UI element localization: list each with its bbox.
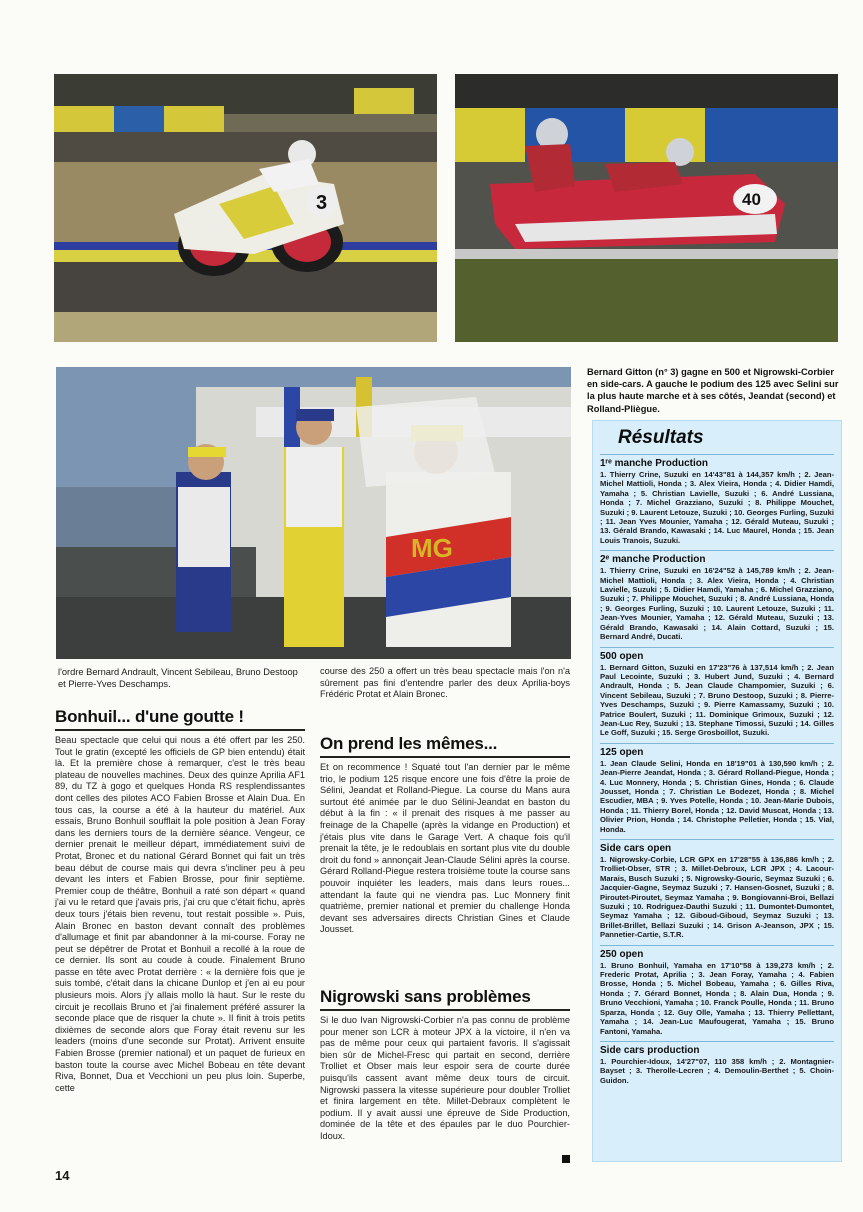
svg-text:3: 3 (316, 192, 328, 214)
results-section-text: 1. Bruno Bonhuil, Yamaha en 17'10"58 à 139,273 km/h ; 2. Frederic Protat, Aprilia ; 3. Jean Foray, Yamaha ; 4. Fabien Brosse, Honda ; 5. Michel Bobeau, Yamaha ; 6. Gilles Riva, Honda ; 7. Gérard Bonnet, Honda ; 8. Alain Dua, Honda ; 9. Bruno Vecchioni, Yamaha ; 10. Franck Poulle, Honda ; 11. Bruno Sparza, Honda ; 12. Guy Olle, Yamaha ; 13. Thierry Pellettant, Yamaha ; 14. Jean-Luc Maufougerat, Yamaha ; 15. Bruno Fantoni, Yamaha. (600, 960, 834, 1036)
article-memes-text (320, 762, 570, 936)
paragraph: Beau spectacle que celui qui nous a été offert par les 250. Tout le gratin (excepté les officiels de GP bien entendu) était là. Et la première chose à remarquer, c'est le très beau plateau de nouvelles machines. Deux des quinze Aprilia AF1 89, du TZ à gogo et quelques Honda RS resplendissantes dont celles des pilotes ACO Fabien Brosse et Alain Dua. En tous cas, la course a été à la hauteur du matériel. Aux essais, Bruno Bonhuil soufflait la pole position à Jean Foray dans les derniers tours de la dernière séance. Vengeur, ce dernier prenait le meilleur départ, immédiatement suivi de Protat, Bronec et du national Gérard Bonnet qui fait un très beau début de course mais qui devra s'incliner peu à peu devant les inters et Fabien Brosse, pour finir septième. Premier coup de théâtre, Bonhuil a raté son départ « quand j'ai vu le retard que j'avais pris, j'ai cru que c'était fichu, après deux tours j'étais bien revenu, tout restait possible ». Puis, Alain Bronec en baston devant connaît des problèmes d'allumage et finit par abandonner à la mi-course. Foray ne peut se dépêtrer de Protat et Bonhuil a recollé à la roue de ce dernier. Ils sont au coude à coude. Finalement Bruno passe en tête avec Protat derrière : « la dernière fois que je suis tombé, c'était dans la chicane Dunlop et j'en ai eu pour plusieurs mois. Alors j'y allais mollo là haut. Sur le reste du circuit je recollais Bruno et j'ai finalement préféré assurer la seconde place que de risquer la chute ». Il finit à trois petits dixièmes de seconde alors que Foray était revenu sur les leaders (moins d'une seconde sur Protat). Arrivent ensuite Fabien Brosse (premier national) et un paquet de furieux en baston toute la course avec Michel Bobeau en tête devant Riva, Bonnet, Dua et Vecchioni un peu plus loin. Superbe, cette (55, 735, 305, 1093)
results-section (600, 743, 834, 834)
photo-podium (56, 367, 571, 659)
heading-nigrowski: Nigrowski sans problèmes (320, 987, 531, 1006)
results-section (600, 945, 834, 1036)
page-number: 14 (55, 1168, 70, 1183)
results-section-heading: 2ᵉ manche Production (600, 550, 834, 566)
heading-bonhuil: Bonhuil... d'une goutte ! (55, 707, 244, 726)
photo-sidecar-racers (455, 74, 838, 342)
results-section-text: 1. Thierry Crine, Suzuki en 16'24"52 à 145,789 km/h ; 2. Jean-Michel Mattioli, Honda ; 3. Alex Vieira, Honda ; 4. Christian Lavielle, Suzuki ; 5. Didier Hamdi, Yamaha ; 6. Michel Grazziano, Suzuki ; 7. Philippe Mouchet, Suzuki ; 8. André Lussiana, Honda ; 9. Georges Furling, Suzuki ; 10. Laurent Letouze, Suzuki ; 11. Jean-Yves Mounier, Yamaha ; 12. Gérald Muteau, Suzuki ; 13. Gérald Brando, Kawasaki ; 14. Alain Cottard, Suzuki ; 15. Bernard André, Ducati. (600, 566, 834, 642)
svg-text:40: 40 (742, 190, 761, 209)
motorcycle-racer-3-icon (54, 74, 437, 342)
heading-memes: On prend les mêmes... (320, 734, 498, 753)
results-section-text: 1. Jean Claude Selini, Honda en 18'19"01 à 130,590 km/h ; 2. Jean-Pierre Jeandat, Honda ; 3. Gérard Rolland-Piegue, Honda ; 4. Luc Monnery, Honda ; 5. Christian Gines, Honda ; 6. Claude Jousset, Honda ; 7. Christian Le Bodezet, Honda ; 8. Michel Escudier, MBA ; 9. Yves Potelle, Honda ; 10. Jean-Marie Dubois, Honda ; 11. Thierry Borel, Honda ; 12. David Muscat, Honda ; 13. Olivier Prion, Honda ; 14. Christophe Pelletier, Honda ; 15. Vial, Honda. (600, 758, 834, 834)
results-section (600, 454, 834, 545)
heading-rule (320, 1009, 570, 1011)
results-section-heading: 250 open (600, 945, 834, 961)
results-section-text: 1. Bernard Gitton, Suzuki en 17'23"76 à 137,514 km/h ; 2. Jean Paul Lecointe, Suzuki ; 3. Hubert Jund, Suzuki ; 4. Bernard Andrault, Honda ; 5. Jean Claude Champomier, Suzuki ; 6. Vincent Sebileau, Suzuki ; 7. Bruno Destoop, Suzuki ; 8. Pierre-Yves Deschamps, Suzuki ; 9. Pierre Kamassamy, Suzuki ; 10. Patrice Boulert, Suzuki ; 11. Dominique Grimoux, Suzuki ; 12. Jean-Luc Rey, Suzuki ; 13. Stephane Timossi, Suzuki ; 14. Gilles Le Goff, Suzuki ; 15. Serge Grosboillot, Suzuki. (600, 662, 834, 738)
article-intro-right (320, 666, 570, 701)
photo-caption-left: l'ordre Bernard Andrault, Vincent Sebileau, Bruno Destoop et Pierre-Yves Deschamps. (58, 667, 298, 689)
results-section (600, 839, 834, 940)
article-bonhuil-text (55, 735, 305, 1094)
heading-rule (320, 756, 570, 758)
heading-rule (55, 729, 305, 731)
results-section-heading: Side cars open (600, 839, 834, 855)
results-section-heading: 1ʳᵉ manche Production (600, 454, 834, 470)
article-nigrowski-text (320, 1015, 570, 1143)
results-section (600, 1041, 834, 1085)
results-box (592, 420, 842, 1162)
results-section-heading: 125 open (600, 743, 834, 759)
results-section-heading: 500 open (600, 647, 834, 663)
paragraph: course des 250 a offert un très beau spectacle mais l'on n'a sûrement pas fini d'entendre parler des deux Aprilia-boys Frédéric Protat et Alain Bronec. (320, 666, 570, 700)
results-section-text: 1. Pourchier-Idoux, 14'27"07, 110 358 km/h ; 2. Montagnier-Bayset ; 3. Therolle-Lecren ; 4. Demoulin-Berthet ; 5. Choin-Guidon. (600, 1056, 834, 1085)
results-section (600, 647, 834, 738)
podium-riders-icon (56, 367, 571, 659)
results-section (600, 550, 834, 641)
photo-caption-top: Bernard Gitton (n° 3) gagne en 500 et Nigrowski-Corbier en side-cars. A gauche le podium des 125 avec Selini sur la plus haute marche et à ses côtés, Jeandat (second) et Rolland-Pliègue. (587, 367, 839, 414)
end-mark (562, 1155, 570, 1163)
results-section-text: 1. Thierry Crine, Suzuki en 14'43"81 à 144,357 km/h ; 2. Jean-Michel Mattioli, Honda ; 3. Alex Vieira, Honda ; 4. Didier Hamdi, Yamaha ; 5. Christian Lavielle, Suzuki ; 6. André Lussiana, Honda ; 7. Michel Grazziano, Suzuki ; 8. Philippe Mouchet, Suzuki ; 9. Laurent Letouze, Suzuki ; 10. Georges Furling, Suzuki ; 11. Jean Yves Mounier, Yamaha ; 12. Gérald Muteau, Suzuki ; 13. Gérald Brando, Kawasaki ; 14. Luc Maurel, Honda ; 15. Jean Louis Tranois, Suzuki. (600, 470, 834, 545)
results-section-heading: Side cars production (600, 1041, 834, 1057)
results-title: Résultats (618, 427, 704, 448)
sidecar-racers-40-icon (455, 74, 838, 342)
svg-text:MG: MG (411, 533, 453, 563)
paragraph: Et on recommence ! Squaté tout l'an dernier par le même trio, le podium 125 risque encore une fois d'être la proie de Sélini, Jeandat et Rolland-Piegue. La course du Mans aura surtout été animée par le duo Sélini-Jeandat en baston du début à la fin : « il prenait des risques à me passer au freinage de la Chapelle (après la vidange en Production) et j'étais plus vite dans le Garage Vert. A chaque fois qu'il prenait la tête, je le redoublais en sortant plus vite du double droit du fond » annonçait Jean-Claude Sélini après la course. Gérard Rolland-Piegue restera troisième toute la course sans pouvoir inquiéter les leaders, mais dans leurs roues... attendant la faute qui ne viendra pas. Luc Monnery finit quatrième, premier national et premier du challenge Honda devant ses adversaires directs Christian Gines et Claude Jousset. (320, 762, 570, 935)
photo-motorcycle-racer (54, 74, 437, 342)
paragraph: Si le duo Ivan Nigrowski-Corbier n'a pas connu de problème pour mener son LCR à moteur JPX à la victoire, il n'en va pas de même pour ceux qui partaient favoris. Il s'agissait bien sûr de Michel-Fresc qui partait en second, derrière Trolliet et Obser mais leur espoir sera de courte durée puisqu'ils cassent avant même deux tours de circuit. Nigrowski passera la vitesse supérieure pour doubler Trolliet et finira largement en tête. Millet-Debraux complètent le podium. Il y avait aussi une épreuve de Side Production, dominée de la tête et des épaules par le duo Pourchier-Idoux. (320, 1015, 570, 1141)
results-section-text: 1. Nigrowsky-Corbie, LCR GPX en 17'28"55 à 136,886 km/h ; 2. Trolliet-Obser, STR ; 3. Millet-Debroux, LCR JPX ; 4. Lacour-Marais, Busch Suzuki ; 5. Nigrowsky-Gouric, Seymaz Suzuki ; 6. Jacquier-Gagne, Seymaz Suzuki ; 7. Hansen-Gosnet, Suzuki ; 8. Piroutet-Piroutet, Seymaz Yamaha ; 9. Bongiovanni-Broi, Bellazi Suzuki ; 10. Rodriguez-Dauthi Suzuki ; 11. Dumontet-Dumontet, Seymaz Yamaha ; 12. Giboud-Giboud, Seymaz Suzuki ; 13. Brillet-Brillet, Bellazi Suzuki ; 14. Grison A-Jeanson, JPX ; 15. Pannetier-Cartie, S.T.R. (600, 855, 834, 940)
